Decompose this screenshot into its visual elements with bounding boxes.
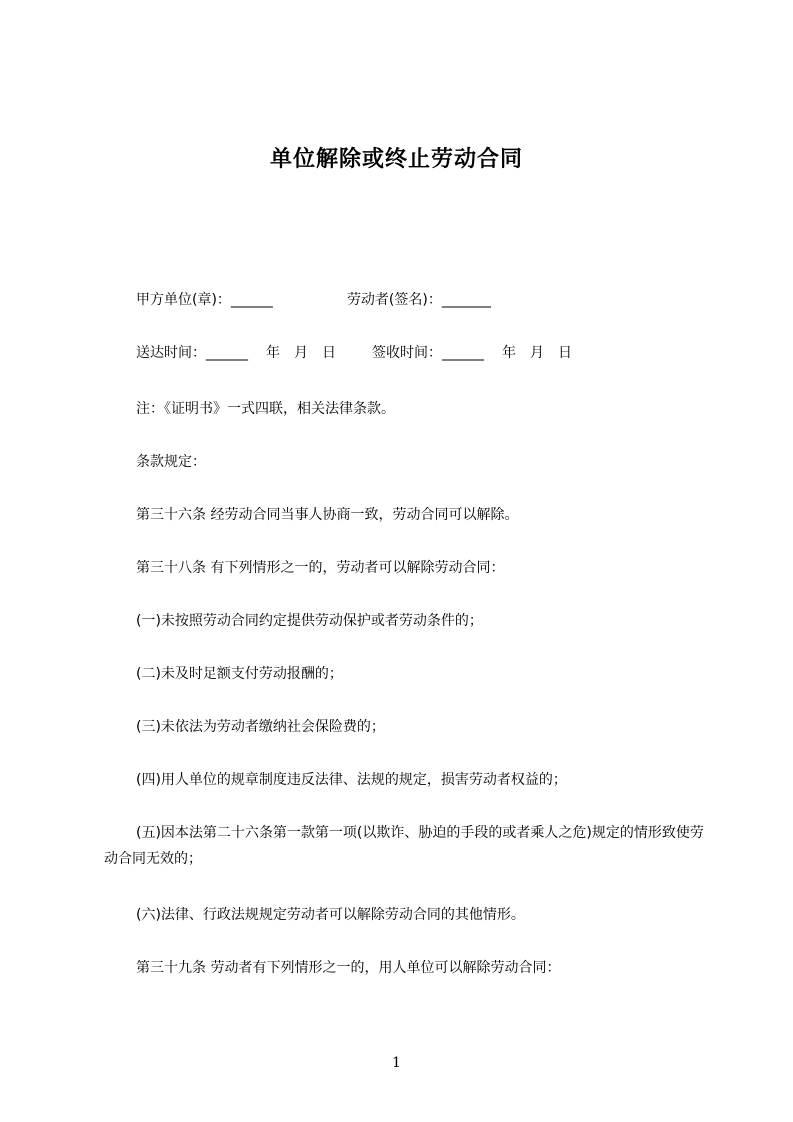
page-number: 1 (392, 1055, 401, 1071)
document-title: 单位解除或终止劳动合同 (269, 147, 523, 172)
article-38-item-3: (三)未依法为劳动者缴纳社会保险费的； (136, 719, 385, 735)
receipt-date-units: 年 月 日 (502, 345, 572, 361)
signature-row (136, 290, 491, 310)
article-38-item-4: (四)用人单位的规章制度违反法律、法规的规定，损害劳动者权益的； (136, 772, 567, 788)
clause-heading: 条款规定： (136, 454, 206, 470)
delivery-time-field: 送达时间：______ (136, 345, 248, 361)
article-38: 第三十八条 有下列情形之一的，劳动者可以解除劳动合同： (136, 560, 505, 576)
delivery-date-units: 年 月 日 (266, 345, 336, 361)
article-38-item-2: (二)未及时足额支付劳动报酬的； (136, 666, 343, 682)
date-row (136, 343, 572, 363)
party-a-signature-field: 甲方单位(章)：______ (136, 292, 273, 308)
article-38-item-5: (五)因本法第二十六条第一款第一项(以欺诈、胁迫的手段的或者乘人之危)规定的情形致使劳动合同无效的； (104, 825, 704, 867)
article-39: 第三十九条 劳动者有下列情形之一的，用人单位可以解除劳动合同： (136, 960, 561, 976)
note-text: 注：《证明书》一式四联，相关法律条款。 (136, 401, 395, 417)
worker-signature-field: 劳动者(签名)：_______ (346, 292, 491, 308)
article-38-item-6: (六)法律、行政法规规定劳动者可以解除劳动合同的其他情形。 (136, 907, 525, 923)
article-38-item-1: (一)未按照劳动合同约定提供劳动保护或者劳动条件的； (136, 613, 483, 629)
article-36: 第三十六条 经劳动合同当事人协商一致，劳动合同可以解除。 (136, 507, 519, 523)
receipt-time-field: 签收时间：______ (372, 345, 484, 361)
